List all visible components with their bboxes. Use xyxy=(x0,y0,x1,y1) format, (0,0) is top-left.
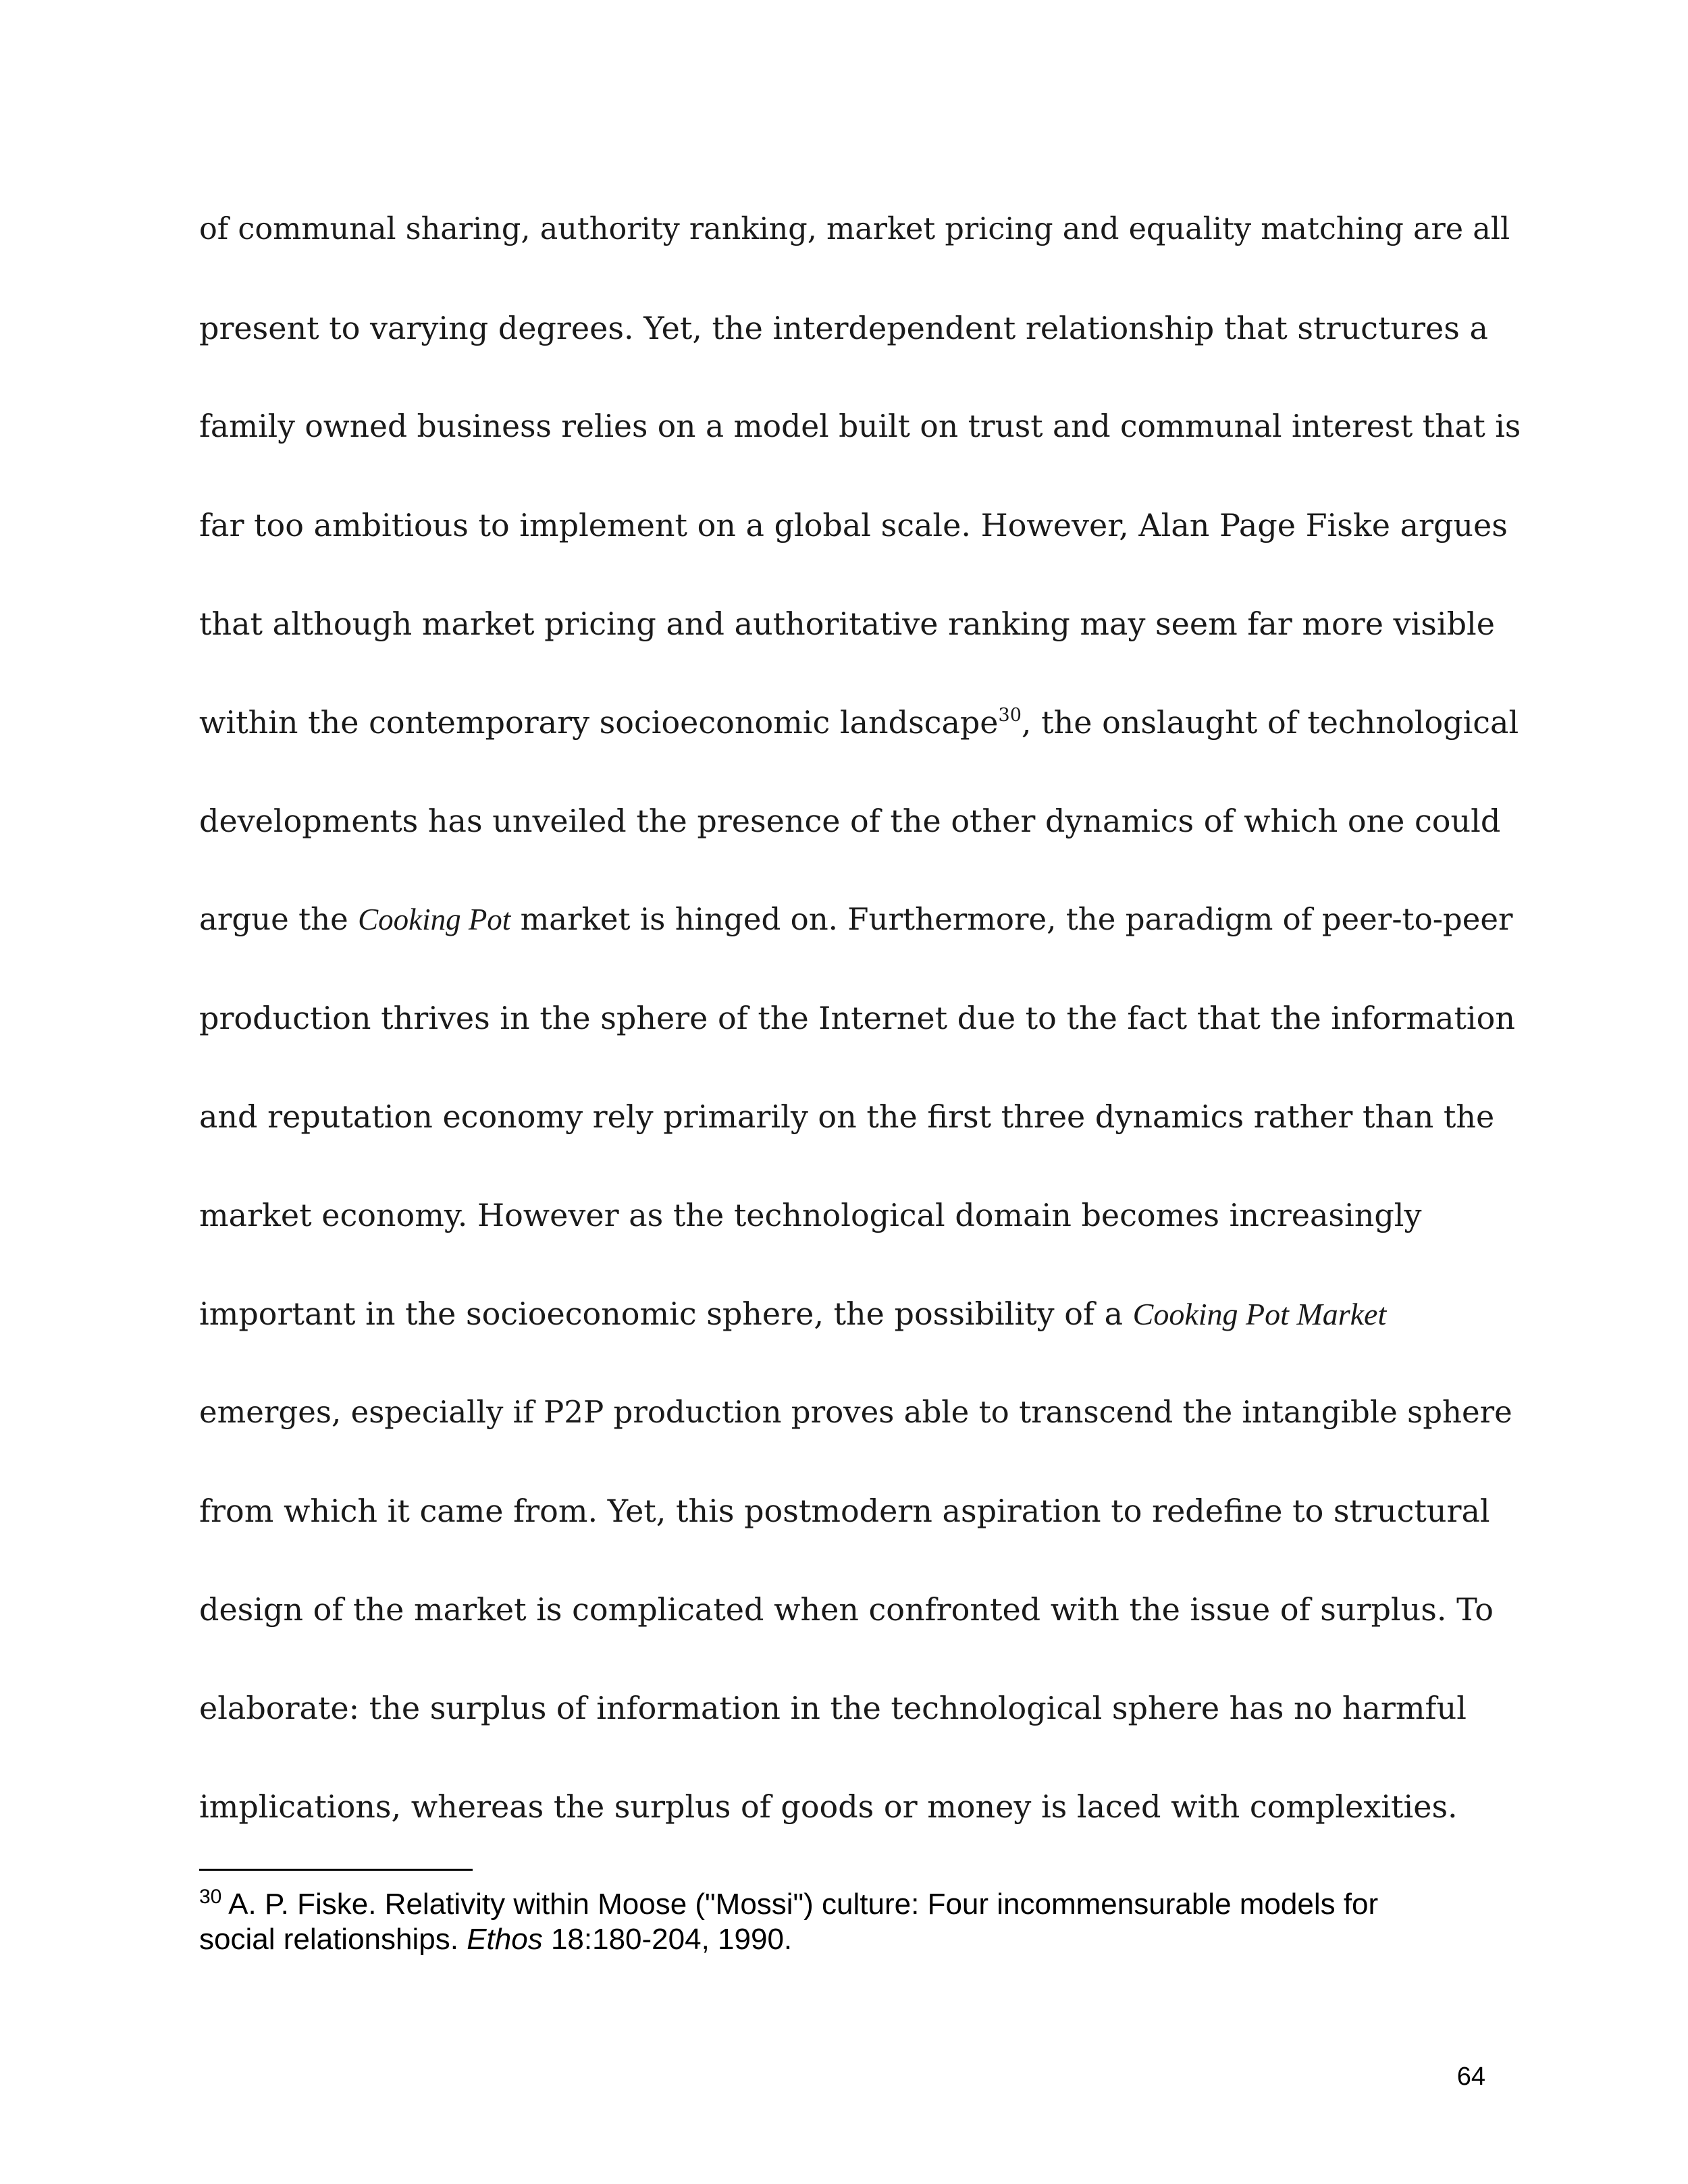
text-segment: argue the xyxy=(199,901,359,937)
text-line xyxy=(199,1283,1523,1382)
italic-title: Cooking Pot Market xyxy=(1132,1297,1387,1331)
text-line: emerges, especially if P2P production proves able to transcend the intangible sphere xyxy=(199,1394,1512,1430)
text-line xyxy=(199,889,1523,988)
footnote-line xyxy=(199,1922,1523,1957)
text-line: far too ambitious to implement on a global scale. However, Alan Page Fiske argues xyxy=(199,507,1508,543)
footnote-text: 18:180-204, 1990. xyxy=(542,1923,793,1956)
text-line: market economy. However as the technological domain becomes increasingly xyxy=(199,1197,1422,1233)
text-line: and reputation economy rely primarily on the first three dynamics rather than the xyxy=(199,1098,1495,1135)
text-line xyxy=(199,692,1523,791)
footnote-text: A. P. Fiske. Relativity within Moose ("Mossi") culture: Four incommensurable models for xyxy=(221,1888,1379,1921)
footnote-mark: 30 xyxy=(199,1886,222,1908)
journal-title: Ethos xyxy=(467,1923,543,1956)
text-line: elaborate: the surplus of information in the technological sphere has no harmful xyxy=(199,1690,1467,1726)
text-line: that although market pricing and authoritative ranking may seem far more visible xyxy=(199,606,1495,642)
footnote-separator xyxy=(199,1869,473,1871)
text-line: family owned business relies on a model built on trust and communal interest that is xyxy=(199,408,1521,444)
footnote-reference[interactable]: 30 xyxy=(998,705,1022,726)
text-line: from which it came from. Yet, this postmodern aspiration to redefine to structural xyxy=(199,1493,1490,1529)
footnote-line xyxy=(199,1887,1523,1922)
text-line: present to varying degrees. Yet, the interdependent relationship that structures a xyxy=(199,310,1488,346)
text-segment: important in the socioeconomic sphere, the possibility of a xyxy=(199,1296,1133,1332)
text-line: developments has unveiled the presence of the other dynamics of which one could xyxy=(199,803,1501,839)
text-segment: market is hinged on. Furthermore, the paradigm of peer-to-peer xyxy=(510,901,1513,937)
footnote xyxy=(199,1887,1523,1957)
text-segment: within the contemporary socioeconomic landscape xyxy=(199,704,999,741)
body-text xyxy=(199,199,1523,1875)
text-line: design of the market is complicated when confronted with the issue of surplus. To xyxy=(199,1591,1494,1628)
footnote-text: social relationships. xyxy=(199,1923,467,1956)
text-line: of communal sharing, authority ranking, market pricing and equality matching are all xyxy=(199,212,1510,246)
text-line: production thrives in the sphere of the Internet due to the fact that the information xyxy=(199,1000,1515,1036)
page-number: 64 xyxy=(1456,2062,1485,2091)
italic-title: Cooking Pot xyxy=(358,903,511,936)
text-line: implications, whereas the surplus of goods or money is laced with complexities. xyxy=(199,1788,1458,1825)
text-segment: , the onslaught of technological xyxy=(1021,704,1519,741)
